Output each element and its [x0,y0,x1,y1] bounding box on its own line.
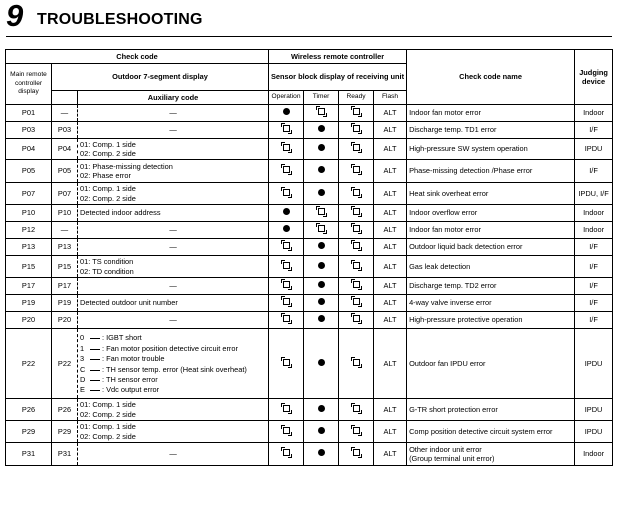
main-code: P03 [6,122,52,139]
blinking-square-icon [353,298,360,305]
operation-cell [269,160,304,183]
flash-code: ALT [374,256,407,278]
segment-blank [90,384,100,391]
ready-cell [339,122,374,139]
aux-line: 02: Comp. 2 side [80,149,136,158]
outdoor-code: P20 [52,312,78,329]
check-name-cell [407,183,575,205]
judging-device: I/F [575,295,613,312]
blinking-square-icon [283,144,290,151]
check-name-cell [407,122,575,139]
judging-device: I/F [575,256,613,278]
outdoor-code: P26 [52,399,78,421]
blinking-square-icon [318,208,325,215]
aux-key: 3 [80,354,85,364]
outdoor-code: P19 [52,295,78,312]
check-name-cell [407,139,575,160]
judging-device: I/F [575,160,613,183]
aux-text: : Fan motor trouble [102,354,165,364]
flash-code: ALT [374,183,407,205]
outdoor-code: — [52,222,78,239]
timer-cell [304,183,339,205]
aux-line: 01: Comp. 1 side [80,184,136,194]
operation-cell [269,312,304,329]
blinking-square-icon [353,208,360,215]
blinking-square-icon [353,189,360,196]
flash-code: ALT [374,399,407,421]
aux-line [80,332,266,342]
check-name-cell [407,105,575,122]
table-row [6,160,613,183]
check-name-cell [407,160,575,183]
aux-line: 01: TS condition [80,257,134,267]
flash-code: ALT [374,205,407,222]
aux-line: 02: Comp. 2 side [80,431,136,441]
aux-line: 01: Comp. 1 side [80,422,136,432]
flash-code: ALT [374,122,407,139]
ready-cell [339,222,374,239]
aux-code [78,295,269,312]
filled-circle-icon [318,405,325,412]
blinking-square-icon [283,242,290,249]
table-row [6,105,613,122]
operation-cell [269,295,304,312]
header-outdoor-7seg: Outdoor 7-segment display [52,64,269,91]
blinking-square-icon [283,166,290,173]
operation-cell [269,443,304,466]
aux-line: Detected outdoor unit number [80,298,178,308]
table-row [6,278,613,295]
filled-circle-icon [283,208,290,215]
check-code-name: Outdoor liquid back detection error [409,242,523,252]
aux-code [78,443,269,466]
header-check-code: Check code [6,50,269,64]
main-code: P13 [6,239,52,256]
blinking-square-icon [353,225,360,232]
table-row [6,222,613,239]
troubleshooting-table [5,49,613,466]
table-row [6,205,613,222]
aux-code [78,222,269,239]
flash-code: ALT [374,160,407,183]
operation-cell [269,222,304,239]
header-rule [6,36,612,37]
judging-device: IPDU [575,421,613,443]
timer-cell [304,312,339,329]
aux-line [80,364,266,374]
table-row [6,329,613,399]
main-code: P19 [6,295,52,312]
main-code: P07 [6,183,52,205]
aux-text: : Vdc output error [102,385,160,395]
main-code: P20 [6,312,52,329]
check-name-cell [407,239,575,256]
aux-line [80,353,266,363]
filled-circle-icon [318,315,325,322]
aux-code [78,122,269,139]
aux-line [80,343,266,353]
aux-key: 0 [80,333,85,343]
check-code-name: Outdoor fan IPDU error [409,358,486,368]
outdoor-code: P29 [52,421,78,443]
ready-cell [339,278,374,295]
aux-line: — [169,449,177,459]
judging-device: I/F [575,312,613,329]
table-row [6,312,613,329]
flash-code: ALT [374,312,407,329]
blinking-square-icon [353,427,360,434]
timer-cell [304,239,339,256]
outdoor-code: P04 [52,139,78,160]
flash-code: ALT [374,443,407,466]
aux-key: C [80,364,86,374]
check-code-name: High-pressure SW system operation [409,144,528,154]
aux-code [78,160,269,183]
outdoor-code: P03 [52,122,78,139]
blinking-square-icon [353,125,360,132]
aux-code [78,239,269,256]
check-name-cell [407,399,575,421]
ready-cell [339,105,374,122]
aux-text: : Fan motor position detective circuit error [102,343,238,353]
header-main-remote: Main remote controller display [6,64,52,105]
timer-cell [304,278,339,295]
outdoor-code: P15 [52,256,78,278]
segment-blank [90,332,100,339]
flash-code: ALT [374,105,407,122]
aux-line: 02: Comp. 2 side [80,193,136,203]
filled-circle-icon [318,298,325,305]
table-row [6,443,613,466]
flash-code: ALT [374,295,407,312]
aux-key: D [80,374,86,384]
aux-code [78,205,269,222]
aux-line: 02: TD condition [80,266,134,276]
blinking-square-icon [353,449,360,456]
filled-circle-icon [318,281,325,288]
operation-cell [269,139,304,160]
flash-code: ALT [374,222,407,239]
judging-device: I/F [575,239,613,256]
segment-blank [90,364,100,371]
aux-line: 01: Phase-missing detection [80,161,173,171]
judging-device: Indoor [575,105,613,122]
operation-cell [269,122,304,139]
check-name-cell [407,329,575,399]
filled-circle-icon [318,125,325,132]
timer-cell [304,329,339,399]
filled-circle-icon [283,225,290,232]
flash-code: ALT [374,421,407,443]
outdoor-code: — [52,105,78,122]
aux-line: 01: Comp. 1 side [80,400,136,410]
check-name-cell [407,278,575,295]
aux-code [78,312,269,329]
judging-device: I/F [575,122,613,139]
operation-cell [269,278,304,295]
main-code: P29 [6,421,52,443]
aux-text: : IGBT short [102,333,142,343]
blinking-square-icon [283,405,290,412]
header-judging-device: Judging device [575,50,613,105]
blinking-square-icon [283,125,290,132]
operation-cell [269,399,304,421]
filled-circle-icon [318,189,325,196]
judging-device: Indoor [575,222,613,239]
aux-text: : TH sensor temp. error (Heat sink overheat) [102,364,247,374]
check-code-name: High-pressure protective operation [409,315,523,325]
filled-circle-icon [318,427,325,434]
aux-line [80,374,266,384]
aux-code [78,329,269,399]
aux-code [78,139,269,160]
check-code-name: Indoor fan motor error [409,108,481,118]
aux-line: — [169,225,177,235]
operation-cell [269,105,304,122]
section-title: TROUBLESHOOTING [37,11,203,28]
blinking-square-icon [353,144,360,151]
blinking-square-icon [318,108,325,115]
header-auxiliary: Auxiliary code [78,91,269,105]
check-name-cell [407,295,575,312]
timer-cell [304,295,339,312]
section-header [6,0,612,36]
blinking-square-icon [353,166,360,173]
judging-device: IPDU [575,329,613,399]
check-code-name: Gas leak detection [409,261,471,271]
check-name-cell [407,222,575,239]
header-operation: Operation [269,91,304,105]
filled-circle-icon [318,449,325,456]
ready-cell [339,443,374,466]
aux-line [80,384,266,394]
header-ready: Ready [339,91,374,105]
segment-blank [90,374,100,381]
table-row [6,139,613,160]
flash-code: ALT [374,139,407,160]
check-code-name: G-TR short protection error [409,404,498,414]
timer-cell [304,222,339,239]
check-name-cell [407,256,575,278]
aux-line: 02: Comp. 2 side [80,409,136,419]
table-row [6,399,613,421]
main-code: P17 [6,278,52,295]
aux-code [78,105,269,122]
main-code: P22 [6,329,52,399]
timer-cell [304,139,339,160]
aux-line: — [169,108,177,118]
ready-cell [339,399,374,421]
check-code-name: Discharge temp. TD2 error [409,281,497,291]
outdoor-code: P13 [52,239,78,256]
aux-code [78,278,269,295]
blinking-square-icon [283,359,290,366]
aux-text: : TH sensor error [102,374,158,384]
header-flash: Flash [374,91,407,105]
ready-cell [339,421,374,443]
filled-circle-icon [318,166,325,173]
table-row [6,295,613,312]
blinking-square-icon [283,281,290,288]
judging-device: IPDU, I/F [575,183,613,205]
check-name-cell [407,312,575,329]
header-timer: Timer [304,91,339,105]
blinking-square-icon [283,449,290,456]
aux-code [78,183,269,205]
outdoor-code: P10 [52,205,78,222]
check-code-name: Discharge temp. TD1 error [409,125,497,135]
aux-line: — [169,315,177,325]
blinking-square-icon [353,315,360,322]
blinking-square-icon [283,298,290,305]
ready-cell [339,139,374,160]
check-code-name: 4-way valve inverse error [409,298,492,308]
aux-key: 1 [80,343,85,353]
main-code: P15 [6,256,52,278]
header-wireless: Wireless remote controller [269,50,407,64]
filled-circle-icon [318,144,325,151]
ready-cell [339,256,374,278]
section-number: 9 [6,0,24,33]
judging-device: Indoor [575,205,613,222]
main-code: P04 [6,139,52,160]
timer-cell [304,122,339,139]
main-code: P26 [6,399,52,421]
header-sensor-block: Sensor block display of receiving unit [269,64,407,91]
check-name-cell [407,421,575,443]
timer-cell [304,421,339,443]
table-row [6,421,613,443]
check-code-name: Phase-missing detection /Phase error [409,166,533,176]
check-name-cell [407,205,575,222]
operation-cell [269,329,304,399]
aux-line: — [169,125,177,135]
check-code-name: Indoor overflow error [409,208,478,218]
judging-device: IPDU [575,399,613,421]
main-code: P31 [6,443,52,466]
blinking-square-icon [283,315,290,322]
operation-cell [269,256,304,278]
ready-cell [339,205,374,222]
timer-cell [304,205,339,222]
main-code: P05 [6,160,52,183]
aux-code [78,399,269,421]
main-code: P12 [6,222,52,239]
aux-line: 02: Phase error [80,171,131,180]
ready-cell [339,329,374,399]
blinking-square-icon [283,262,290,269]
segment-blank [90,343,100,350]
filled-circle-icon [318,359,325,366]
outdoor-code: P22 [52,329,78,399]
blinking-square-icon [353,242,360,249]
timer-cell [304,256,339,278]
aux-line: Detected indoor address [80,208,161,218]
operation-cell [269,183,304,205]
flash-code: ALT [374,329,407,399]
table-row [6,183,613,205]
outdoor-code: P17 [52,278,78,295]
main-code: P10 [6,205,52,222]
ready-cell [339,183,374,205]
timer-cell [304,160,339,183]
ready-cell [339,160,374,183]
operation-cell [269,421,304,443]
table-row [6,239,613,256]
blinking-square-icon [318,225,325,232]
flash-code: ALT [374,239,407,256]
outdoor-code: P31 [52,443,78,466]
main-code: P01 [6,105,52,122]
aux-line: — [169,281,177,291]
blinking-square-icon [353,108,360,115]
aux-key: E [80,385,85,395]
check-code-name: Other indoor unit error [409,444,482,454]
check-name-cell [407,443,575,466]
blinking-square-icon [353,262,360,269]
aux-line: 01: Comp. 1 side [80,139,136,149]
blinking-square-icon [283,427,290,434]
header-check-code-name: Check code name [407,50,575,105]
segment-blank [90,353,100,360]
operation-cell [269,205,304,222]
ready-cell [339,239,374,256]
blinking-square-icon [353,405,360,412]
flash-code: ALT [374,278,407,295]
filled-circle-icon [283,108,290,115]
blinking-square-icon [353,359,360,366]
ready-cell [339,312,374,329]
check-code-name: Indoor fan motor error [409,225,481,235]
table-row [6,122,613,139]
filled-circle-icon [318,242,325,249]
blinking-square-icon [353,281,360,288]
timer-cell [304,105,339,122]
aux-line: — [169,242,177,252]
check-code-name: Comp position detective circuit system error [409,426,553,436]
ready-cell [339,295,374,312]
table-body [6,105,613,466]
operation-cell [269,239,304,256]
aux-code [78,421,269,443]
timer-cell [304,399,339,421]
blinking-square-icon [283,189,290,196]
judging-device: IPDU [575,139,613,160]
outdoor-code: P05 [52,160,78,183]
check-code-name-sub: (Group terminal unit error) [409,454,495,463]
outdoor-code: P07 [52,183,78,205]
filled-circle-icon [318,262,325,269]
aux-code [78,256,269,278]
header-7seg-blank [52,91,78,105]
judging-device: Indoor [575,443,613,466]
timer-cell [304,443,339,466]
judging-device: I/F [575,278,613,295]
check-code-name: Heat sink overheat error [409,188,489,198]
table-row [6,256,613,278]
